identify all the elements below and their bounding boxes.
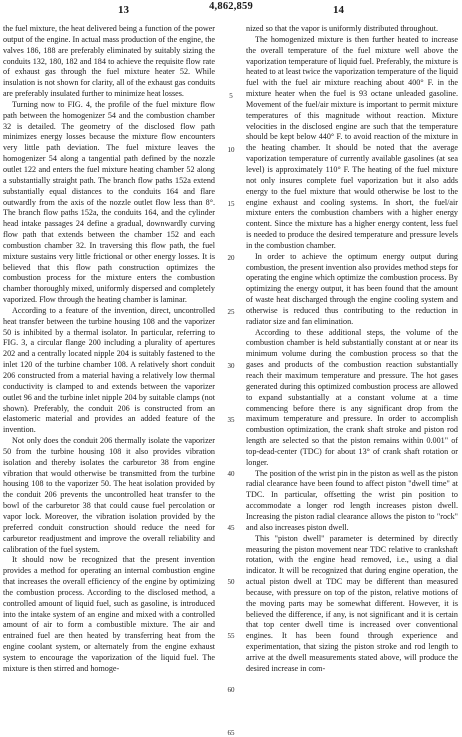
line-number: 30 — [227, 362, 235, 370]
line-number: 65 — [227, 729, 235, 737]
line-number: 20 — [227, 254, 235, 262]
paragraph: The position of the wrist pin in the piston as well as the piston radial clearance have been found to affect piston "dwell time" at TDC. In particular, offsetting the wrist pin position to accommodate a longer rod length increases piston dwell. Increasing the piston radial clearance allows the piston to "rock" and also increases piston dwell. — [246, 468, 458, 532]
line-number: 55 — [227, 632, 235, 640]
line-number: 10 — [227, 146, 235, 154]
paragraph: This "piston dwell" parameter is determined by directly measuring the piston movement near TDC relative to crankshaft rotation, with the engine head removed, i.e., using a dial indicator. It will be recognized that during engine operation, the actual piston dwell at TDC may be different than measured because, with pressure on top of the piston, relative motions of the moving parts may be somewhat different. However, it is believed the difference, if any, is not significant and it is certain that top center dwell time is increased over conventional engines. It has been found through experience and experimentation, that sizing the piston stroke and rod length to arrive at the dwell measurements stated above, will produce the desired increase in com- — [246, 533, 458, 673]
line-number: 5 — [229, 92, 233, 100]
line-number: 25 — [227, 308, 235, 316]
left-page-number: 13 — [118, 4, 129, 16]
line-number: 60 — [227, 686, 235, 694]
line-number: 40 — [227, 470, 235, 478]
right-text-column — [246, 24, 458, 710]
paragraph: nized so that the vapor is uniformly distributed throughout. — [246, 24, 439, 33]
line-number: 50 — [227, 578, 235, 586]
page-header — [0, 0, 462, 22]
paragraph: Not only does the conduit 206 thermally isolate the vaporizer 50 from the turbine housing 108 it also provides vibration isolation and thereby isolates the carburetor 38 from engine vibration that would otherwise be transmitted from the turbine housing 108 to the vaporizer 50. The heat isolation provided by the conduit 206 prevents the uncontrolled heat transfer to the bowl of the carburetor 38 that could cause fuel percolation or vapor lock. Moreover, the vibration isolation provided by the preferred conduit construction should reduce the need for carburetor readjustment and improve the overall reliability and calibration of the fuel system. — [3, 436, 215, 554]
right-page-number: 14 — [333, 4, 344, 16]
paragraph: In order to achieve the optimum energy output during combustion, the present invention also provides method steps for operating the engine which optimize the combustion process. By optimizing the energy output, it has been found that the amount of waste heat discharged through the engine cooling system and otherwise is reduced thus contributing to the reduction in radiator size and fan elimination. — [246, 251, 458, 326]
patent-number: 4,862,859 — [209, 1, 253, 12]
paragraph: the fuel mixture, the heat delivered being a function of the power output of the engine. In actual mass production of the engine, the valves 186, 188 are preferably eliminated by suitably sizing the conduits 132, 180, 182 and 184 to achieve the requisite flow rate of exhaust gas through the fuel mixture heater 52. While insulation is not shown for clarity, all of the exhaust gas conduits are preferably insulated further to minimize heat losses. — [3, 24, 215, 99]
paragraph: It should now be recognized that the present invention provides a method for operating an internal combustion engine that increases the overall efficiency of the engine by optimizing the combustion process. According to the disclosed method, a controlled amount of liquid fuel, such as gasoline, is introduced into the intake system of an engine and mixed with a controlled amount of air to form a combustible mixture. The air and entrained fuel are then heated by transferring heat from the engine coolant system, or alternately from the engine exhaust system to encourage the vaporization of the liquid fuel. The mixture is then stirred and homoge- — [3, 555, 215, 673]
line-number-gutter — [221, 24, 241, 737]
left-text-column — [3, 24, 215, 710]
paragraph: Turning now to FIG. 4, the profile of the fuel mixture flow path between the homogenizer 54 and the combustion chamber 32 is detailed. The geometry of the disclosed flow path minimizes energy losses because the mixture flow encounters very little path deviation. The fuel mixture leaves the homogenizer 54 along a tangential path defined by the nozzle outlet 122 and enters the fuel mixture heating chamber 52 along a substantially straight path. The branch flow paths 152a extend substantially equal distances to the conduits 164 and flare outwardly from the axis of the nozzle outlet flow less than 8°. The branch flow paths 152a, the conduits 164, and the cylinder head intake passages 24 define a gradual, downwardly curving flow path that extends between the chamber 152 and each combustion chamber 32. In traversing this flow path, the fuel mixture sustains very little frictional or other energy losses. It is believed that this flow path construction optimizes the combustion process for the mixture enters the combustion chamber thoroughly mixed, uniformly dispersed and completely vaporized. Flow through the heating chamber is laminar. — [3, 99, 215, 305]
line-number: 35 — [227, 416, 235, 424]
paragraph: According to a feature of the invention, direct, uncontrolled heat transfer between the turbine housing 108 and the vaporizer 50 is inhibited by a thermal isolator. In particular, referring to FIG. 3, a circular flange 200 including a plurality of apertures 202 and a centrally located nipple 204 is suitably fastened to the inlet 120 of the turbine chamber 108. A relatively short conduit 206 constructed from a material having a relatively low thermal conductivity is clamped to and extends between the vaporizer outlet 96 and the turbine inlet nipple 204 by suitable clamps (not shown). Preferably, the conduit 206 is constructed from an elastomeric material and provides an added feature of the invention. — [3, 305, 215, 435]
line-number: 45 — [227, 524, 235, 532]
line-number: 15 — [227, 200, 235, 208]
paragraph: According to these additional steps, the volume of the combustion chamber is held substantially constant at or near its minimum volume during the combustion process so that the gases and products of the combustion reaction substantially reach their maximum temperature and pressure. The hot gases generated during this optimized combustion process are allowed to expand substantially at a constant volume at a time commencing before there is any significant drop from the maximum temperature and pressure. In order to accomplish combustion optimization, the crank shaft stroke and piston rod length are selected so that the piston remains within 0.001" of top-dead-center (TDC) for about 13° of crank shaft rotation or longer. — [246, 327, 458, 467]
paragraph: The homogenized mixture is then further heated to increase the overall temperature of the fuel mixture well above the vaporization temperature of liquid fuel. Preferably, the mixture is heated to at least twice the vaporization temperature of the liquid fuel with the fuel air mixture reaching about 400° F. in the mixture heater when the fuel is 93 octane unleaded gasoline. Movement of the fuel/air mixture is important to permit mixture temperatures of this magnitude without reaction. Mixture velocities in the disclosed engine are such that the temperature should be kept below 440° F. to avoid reaction of the mixture in the heating chamber. It should be noted that the average vaporization temperature of currently available gasolines (at sea level) is approximately 110° F. The heating of the fuel mixture not only insures complete fuel vaporization but it also adds energy to the fuel mixture that would otherwise be lost to the engine exhaust and cooling systems. In short, the fuel/air mixture enters the combustion chambers with a higher energy content. Since the mixture has a higher energy content, less fuel is needed to produce the desired temperature and pressure levels in the combustion chamber. — [246, 34, 458, 250]
